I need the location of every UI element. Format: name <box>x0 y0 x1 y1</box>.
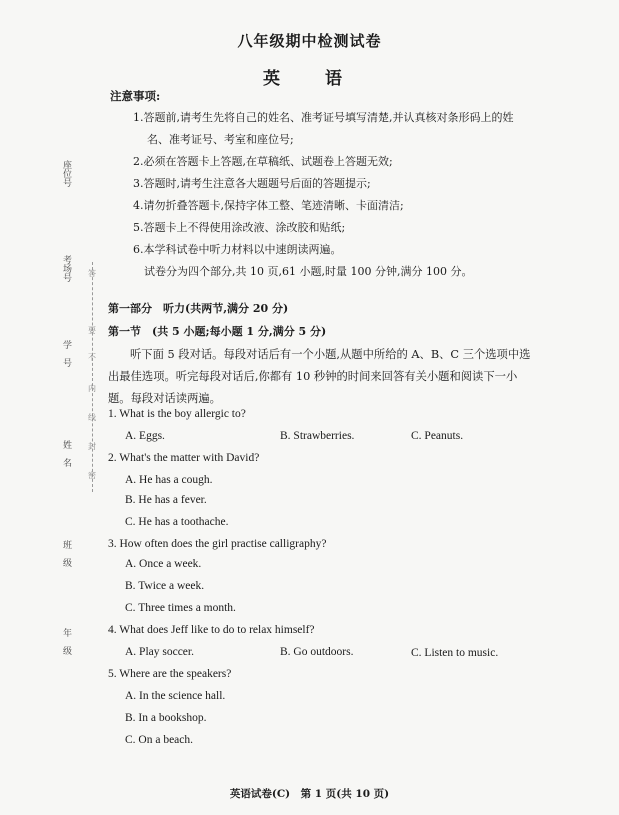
option: C. He has a toothache. <box>125 516 229 528</box>
option: B. In a bookshop. <box>125 712 207 724</box>
notice-line: 5.答题卡上不得使用涂改液、涂改胶和贴纸; <box>133 221 346 234</box>
question-stem: 1. What is the boy allergic to? <box>108 408 246 420</box>
option: C. Peanuts. <box>411 430 464 442</box>
class-label: 班 级 <box>61 540 71 567</box>
section-heading: 第一节 (共 5 小题;每小题 1 分,满分 5 分) <box>108 325 327 338</box>
option: A. Eggs. <box>125 430 165 442</box>
option: A. Once a week. <box>125 558 202 570</box>
notice-line: 4.请勿折叠答题卡,保持字体工整、笔迹清晰、卡面清洁; <box>133 199 404 212</box>
option: A. Play soccer. <box>125 646 194 658</box>
option: C. On a beach. <box>125 734 194 746</box>
question-stem: 3. How often does the girl practise calligraphy? <box>108 538 327 550</box>
instruction-line: 听下面 5 段对话。每段对话后有一个小题,从题中所给的 A、B、C 三个选项中选 <box>130 348 531 361</box>
part-heading: 第一部分 听力(共两节,满分 20 分) <box>108 302 289 315</box>
name-label: 姓 名 <box>61 440 71 467</box>
binding-line <box>92 262 93 492</box>
seat-number-label: 座位号 <box>61 160 71 187</box>
page-footer: 英语试卷(C) 第 1 页(共 10 页) <box>229 788 390 800</box>
grade-label: 年 级 <box>61 628 71 655</box>
option: B. Strawberries. <box>280 430 355 442</box>
instruction-line: 题。每段对话读两遍。 <box>108 392 221 405</box>
exam-room-label: 考场号 <box>61 255 71 282</box>
option: B. Go outdoors. <box>280 646 354 658</box>
subject-title: 英 语 <box>263 69 356 89</box>
notice-line: 1.答题前,请考生先将自己的姓名、准考证号填写清楚,并认真核对条形码上的姓 <box>133 111 514 124</box>
option: A. In the science hall. <box>125 690 226 702</box>
seal-mark: 答 <box>88 269 96 278</box>
exam-title: 八年级期中检测试卷 <box>237 32 382 50</box>
seal-mark: 封 <box>88 442 96 451</box>
seal-mark: 线 <box>88 413 96 422</box>
option: B. He has a fever. <box>125 494 207 506</box>
option: B. Twice a week. <box>125 580 205 592</box>
option: A. He has a cough. <box>125 474 213 486</box>
option: C. Listen to music. <box>411 647 499 659</box>
notice-line: 3.答题时,请考生注意各大题题号后面的答题提示; <box>133 177 371 190</box>
seal-mark: 内 <box>88 384 96 393</box>
student-id-label: 学 号 <box>61 340 71 367</box>
seal-mark: 密 <box>88 471 96 480</box>
notice-line: 名、准考证号、考室和座位号; <box>147 133 294 146</box>
seal-mark: 不 <box>88 353 96 362</box>
instruction-line: 出最佳选项。听完每段对话后,你都有 10 秒钟的时间来回答有关小题和阅读下一小 <box>108 370 518 383</box>
seal-mark: 要 <box>88 326 96 335</box>
notice-line: 6.本学科试卷中听力材料以中速朗读两遍。 <box>133 243 342 256</box>
notice-heading: 注意事项: <box>110 89 161 103</box>
question-stem: 2. What's the matter with David? <box>108 452 260 464</box>
notice-line: 2.必须在答题卡上答题,在草稿纸、试题卷上答题无效; <box>133 155 393 168</box>
exam-summary: 试卷分为四个部分,共 10 页,61 小题,时量 100 分钟,满分 100 分。 <box>144 265 473 278</box>
option: C. Three times a month. <box>125 602 236 614</box>
question-stem: 5. Where are the speakers? <box>108 668 232 680</box>
question-stem: 4. What does Jeff like to do to relax himself? <box>108 624 315 636</box>
